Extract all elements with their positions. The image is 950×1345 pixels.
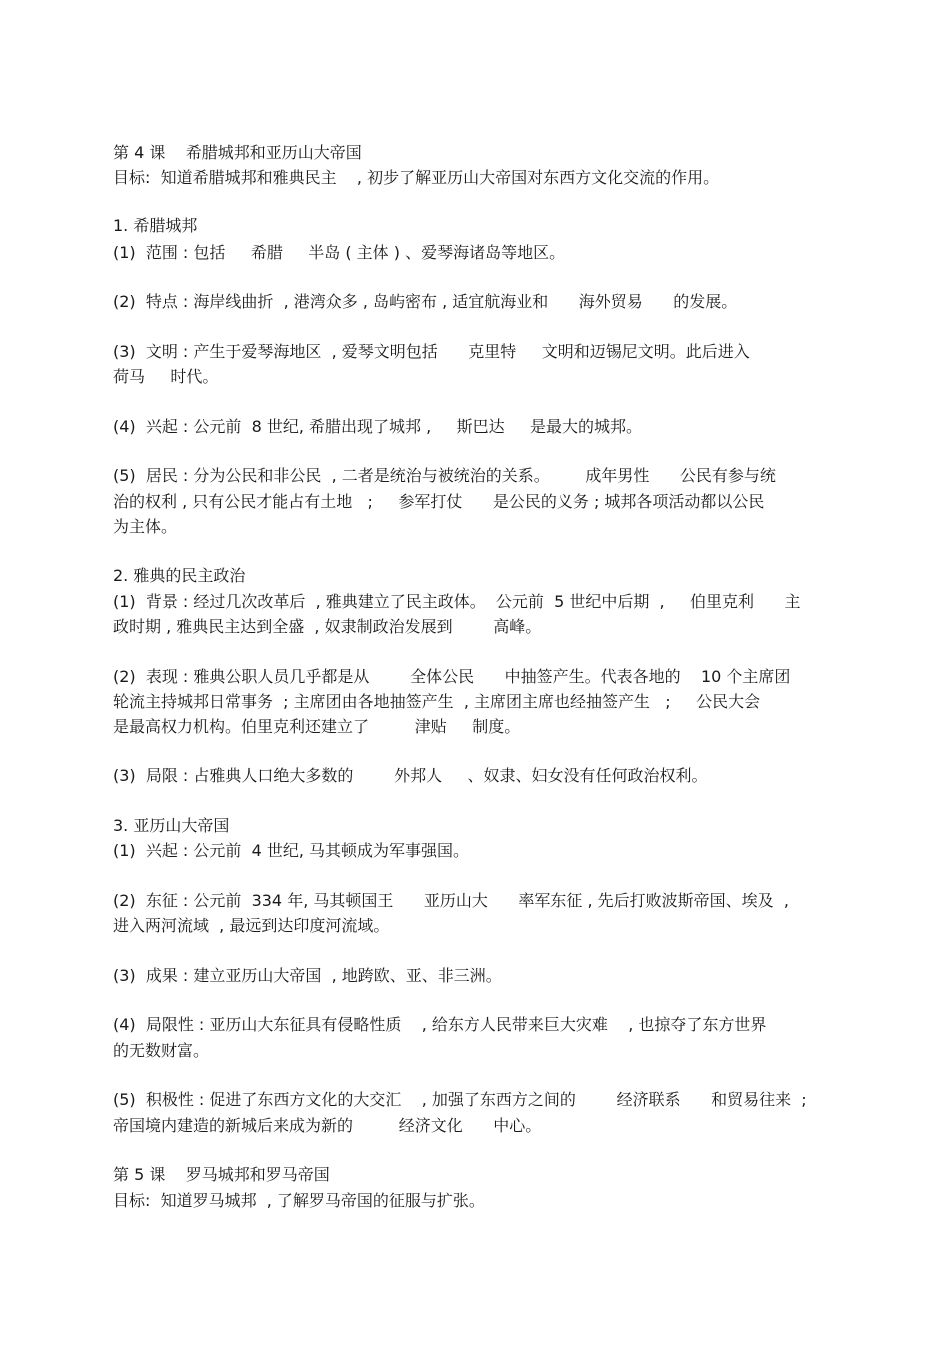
paragraph: (5) 积极性 : 促进了东西方文化的大交汇 , 加强了东西方之间的 经济联系 和贸易往来 ;: [113, 1090, 807, 1109]
paragraph: (1) 兴起 : 公元前 4 世纪, 马其顿成为军事强国。: [113, 841, 470, 860]
paragraph: (5) 居民 : 分为公民和非公民 , 二者是统治与被统治的关系。 成年男性 公民有参与统: [113, 466, 776, 485]
paragraph: (3) 局限 : 占雅典人口绝大多数的 外邦人 、奴隶、妇女没有任何政治权利。: [113, 766, 708, 785]
paragraph: 为主体。: [113, 517, 178, 536]
section2-heading: 2. 雅典的民主政治: [113, 566, 246, 585]
lesson5-goal: 目标: 知道罗马城邦 , 了解罗马帝国的征服与扩张。: [113, 1191, 485, 1210]
paragraph: (1) 背景 : 经过几次改革后 , 雅典建立了民主政体。 公元前 5 世纪中后期 , 伯里克利 主: [113, 592, 801, 611]
paragraph: (2) 东征 : 公元前 334 年, 马其顿国王 亚历山大 率军东征 , 先后打败波斯帝国、埃及 ,: [113, 891, 789, 910]
lesson4-title: 第 4 课 希腊城邦和亚历山大帝国: [113, 143, 362, 162]
section1-heading: 1. 希腊城邦: [113, 216, 198, 235]
paragraph: (3) 成果 : 建立亚历山大帝国 , 地跨欧、亚、非三洲。: [113, 966, 502, 985]
paragraph: (2) 特点 : 海岸线曲折 , 港湾众多 , 岛屿密布 , 适宜航海业和 海外贸易 的发展。: [113, 292, 738, 311]
paragraph: (1) 范围 : 包括 希腊 半岛 ( 主体 ) 、爱琴海诸岛等地区。: [113, 243, 566, 262]
paragraph: 荷马 时代。: [113, 367, 219, 386]
lesson5-title: 第 5 课 罗马城邦和罗马帝国: [113, 1165, 330, 1184]
paragraph: 治的权利 , 只有公民才能占有土地 ; 参军打仗 是公民的义务 ; 城邦各项活动都以公民: [113, 492, 765, 511]
paragraph: 轮流主持城邦日常事务 ; 主席团由各地抽签产生 , 主席团主席也经抽签产生 ; 公民大会: [113, 692, 761, 711]
paragraph: 进入两河流域 , 最远到达印度河流域。: [113, 916, 390, 935]
lesson4-goal: 目标: 知道希腊城邦和雅典民主 , 初步了解亚历山大帝国对东西方文化交流的作用。: [113, 168, 720, 187]
paragraph: 是最高权力机构。伯里克利还建立了 津贴 制度。: [113, 717, 521, 736]
paragraph: (4) 局限性 : 亚历山大东征具有侵略性质 , 给东方人民带来巨大灾难 , 也掠夺了东方世界: [113, 1015, 767, 1034]
paragraph: (2) 表现 : 雅典公职人员几乎都是从 全体公民 中抽签产生。代表各地的 10 个主席团: [113, 667, 791, 686]
paragraph: (4) 兴起 : 公元前 8 世纪, 希腊出现了城邦 , 斯巴达 是最大的城邦。: [113, 417, 643, 436]
paragraph: (3) 文明 : 产生于爱琴海地区 , 爱琴文明包括 克里特 文明和迈锡尼文明。此后进入: [113, 342, 750, 361]
section3-heading: 3. 亚历山大帝国: [113, 816, 230, 835]
paragraph: 的无数财富。: [113, 1041, 210, 1060]
paragraph: 政时期 , 雅典民主达到全盛 , 奴隶制政治发展到 高峰。: [113, 617, 542, 636]
paragraph: 帝国境内建造的新城后来成为新的 经济文化 中心。: [113, 1116, 542, 1135]
